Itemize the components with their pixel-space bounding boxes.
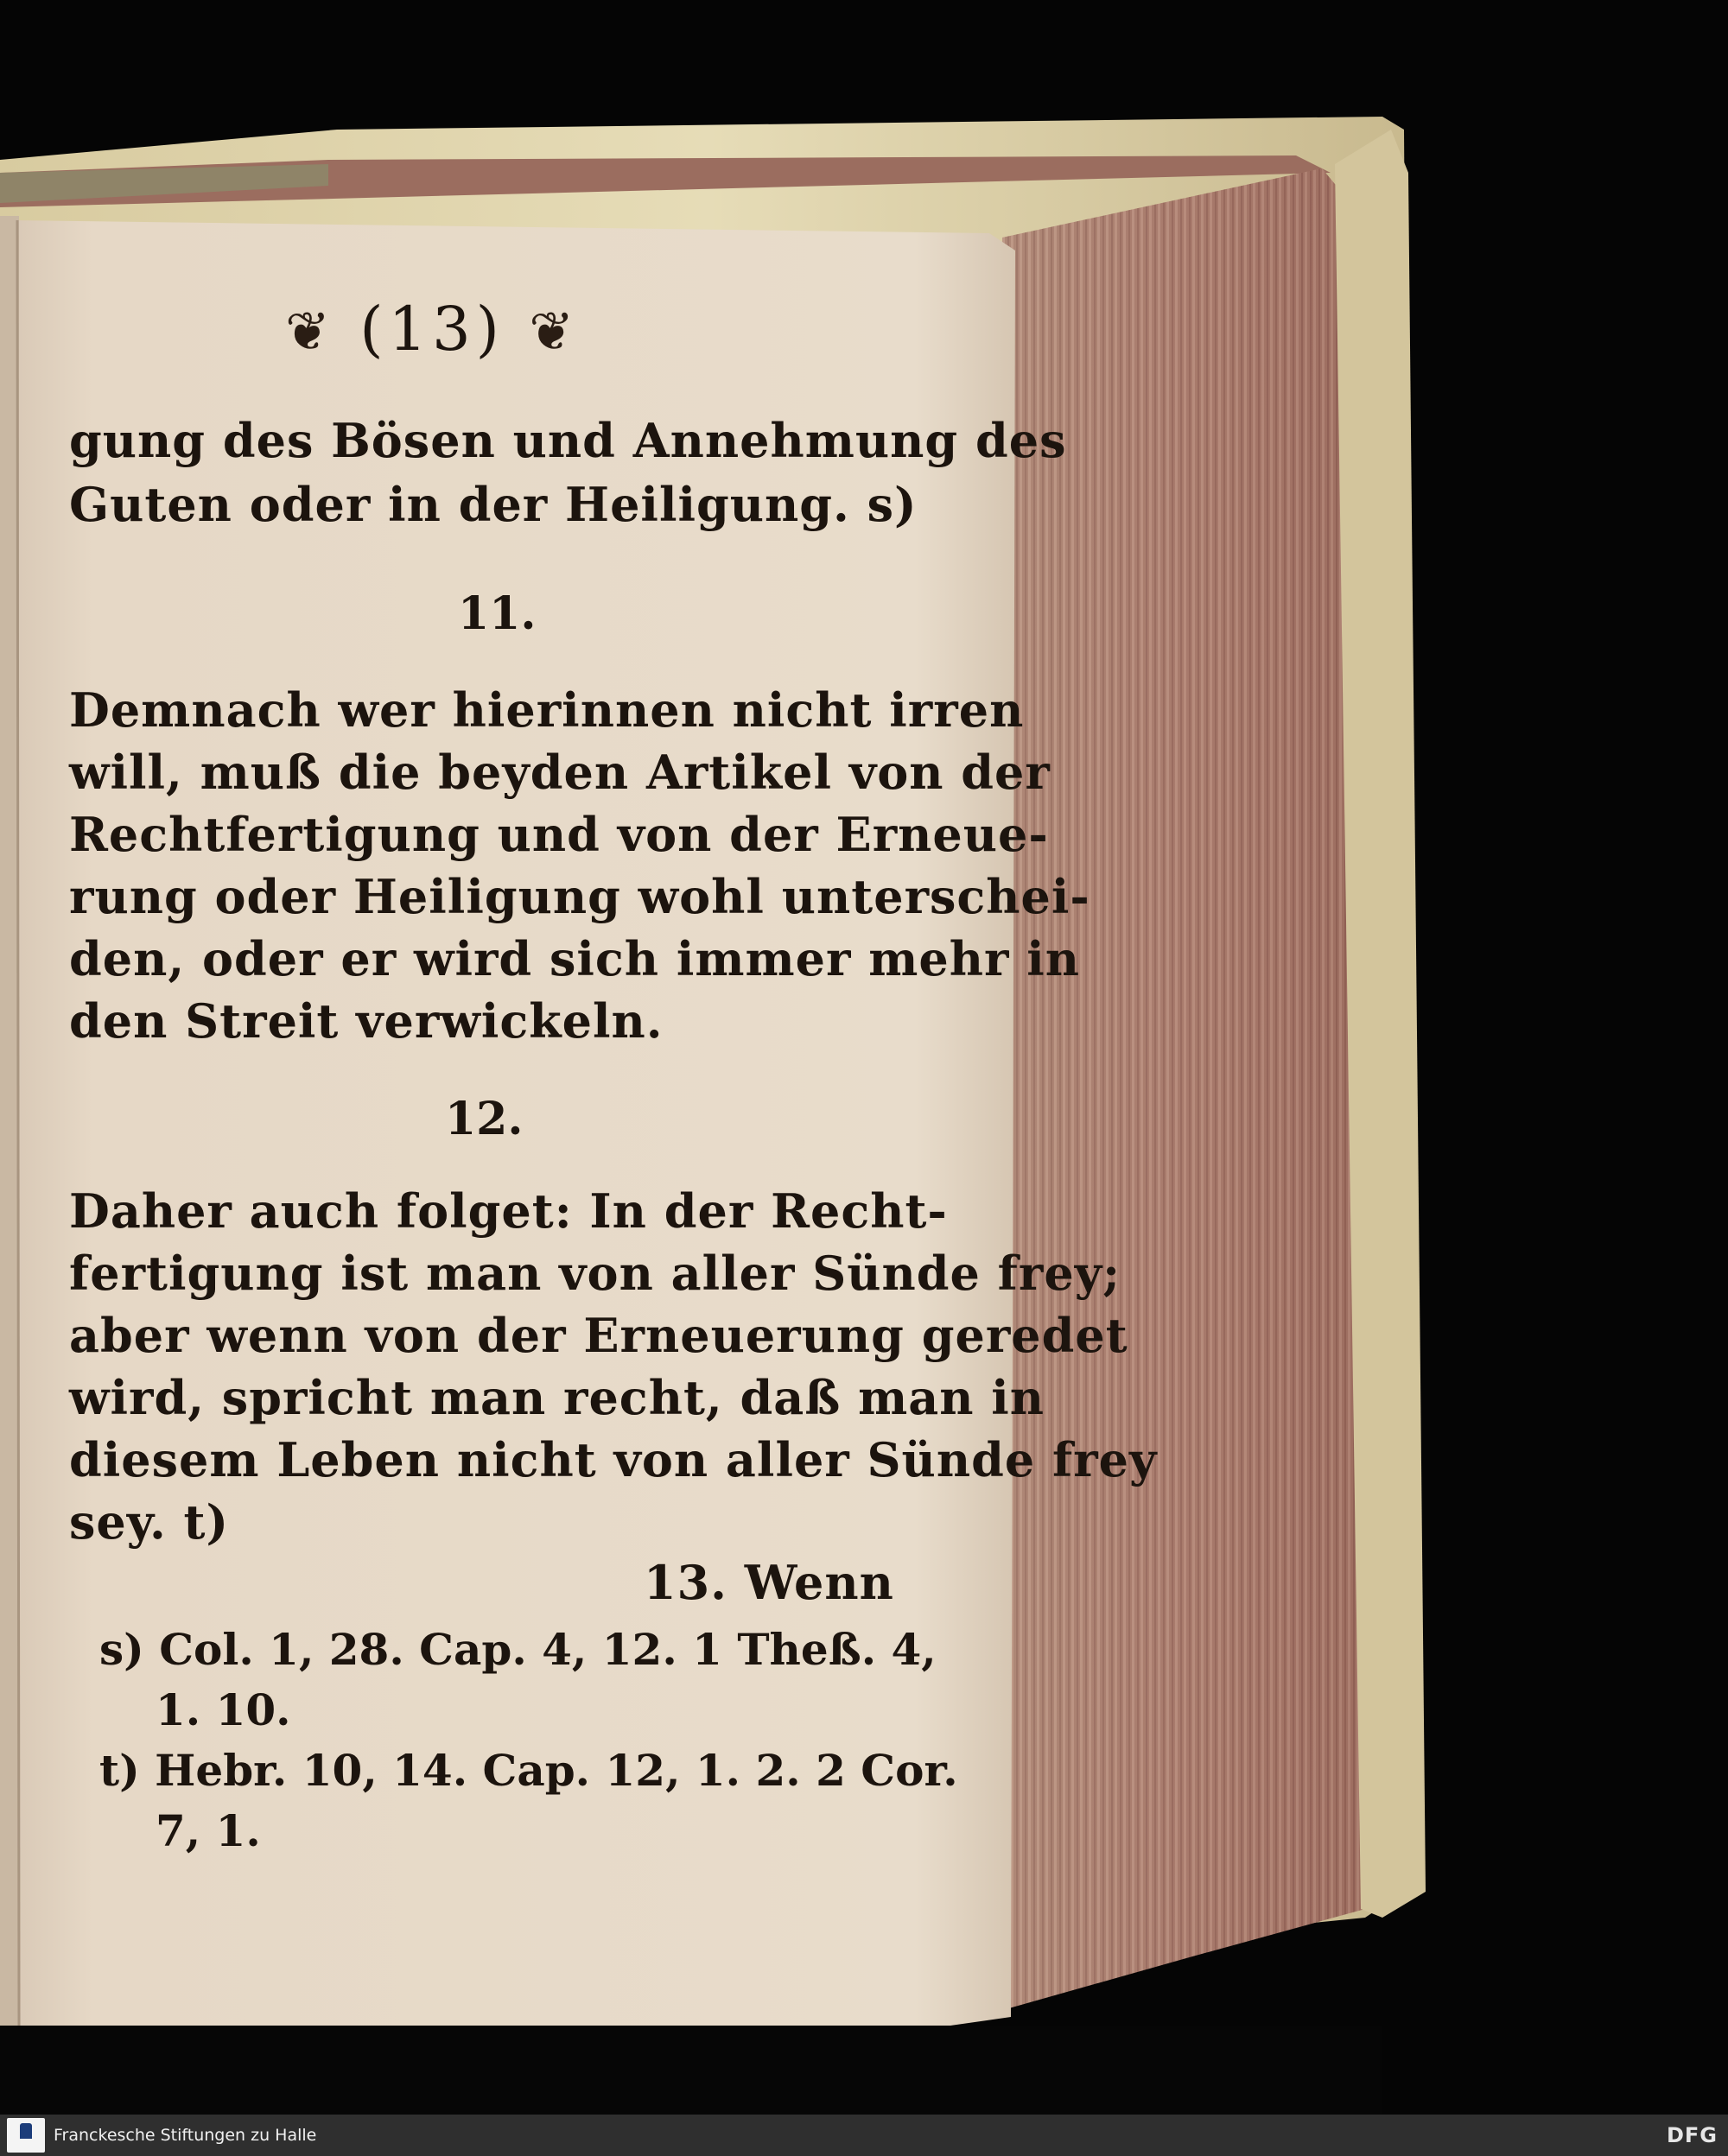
text-line: sey. t): [69, 1494, 230, 1550]
page-number: (13): [359, 294, 505, 365]
ornament-left-icon: ❦: [285, 300, 335, 363]
text-line: Rechtfertigung und von der Erneue-: [69, 807, 1049, 862]
institution-name: Franckesche Stiftungen zu Halle: [54, 2126, 317, 2145]
text-line: Daher auch folget: In der Recht-: [69, 1183, 948, 1239]
section-number: 11.: [458, 587, 537, 640]
text-line: diesem Leben nicht von aller Sünde frey: [69, 1432, 1158, 1487]
text-line: Guten oder in der Heiligung. s): [69, 477, 918, 532]
text-line: den, oder er wird sich immer mehr in: [69, 931, 1080, 986]
footnote-line: 7, 1.: [156, 1805, 261, 1856]
footnote-line: s) Col. 1, 28. Cap. 4, 12. 1 Theß. 4,: [99, 1624, 937, 1675]
text-line: will, muß die beyden Artikel von der: [69, 745, 1051, 800]
text-line: Demnach wer hierinnen nicht irren: [69, 682, 1025, 738]
text-line: rung oder Heiligung wohl unterschei-: [69, 869, 1090, 924]
ornament-right-icon: ❦: [529, 300, 580, 363]
text-line: gung des Bösen und Annehmung des: [69, 413, 1067, 468]
institution-logo-icon: [7, 2118, 45, 2153]
text-line: wird, spricht man recht, daß man in: [69, 1370, 1045, 1425]
page-header: [285, 294, 579, 365]
viewer-footer: [0, 2115, 1728, 2156]
text-line: fertigung ist man von aller Sünde frey;: [69, 1246, 1121, 1301]
section-number: 12.: [445, 1093, 524, 1145]
footnote-line: t) Hebr. 10, 14. Cap. 12, 1. 2. 2 Cor.: [99, 1745, 958, 1796]
dfg-logo: DFG: [1666, 2123, 1718, 2147]
text-line: aber wenn von der Erneuerung geredet: [69, 1308, 1128, 1363]
catchword: 13. Wenn: [644, 1555, 894, 1610]
footnote-line: 1. 10.: [156, 1684, 291, 1735]
text-line: den Streit verwickeln.: [69, 993, 664, 1049]
